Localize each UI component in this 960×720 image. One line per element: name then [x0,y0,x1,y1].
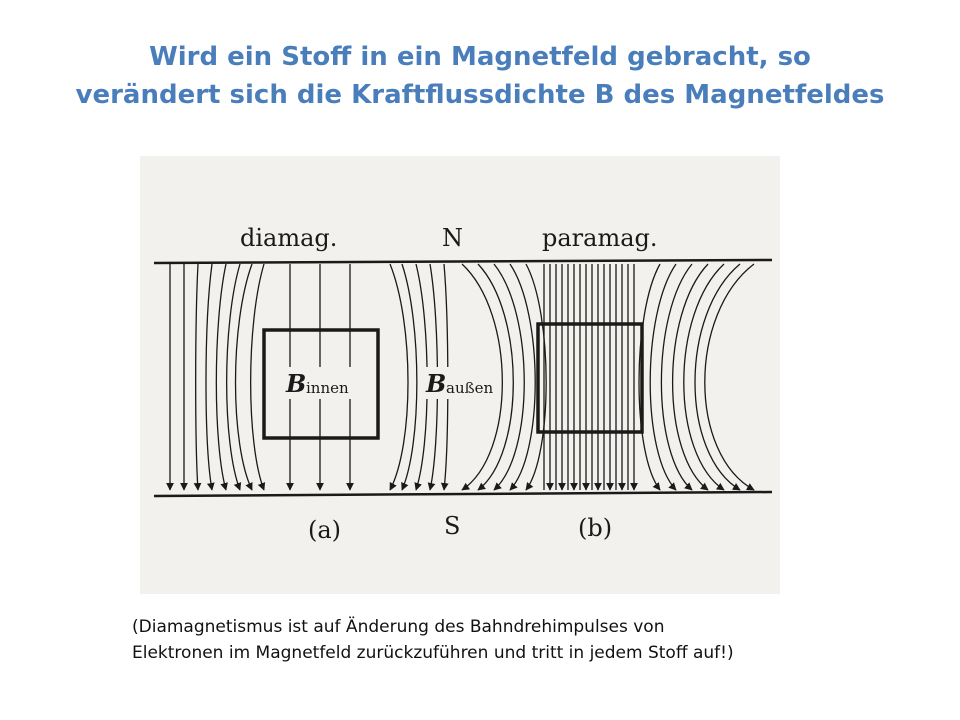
label-north: N [442,224,463,252]
field-line [695,264,740,490]
south-pole-plate [154,492,772,496]
b-aussen-symbol: B [426,369,447,398]
field-line [705,264,754,490]
caption-line-1: (Diamagnetismus ist auf Änderung des Bahndrehimpulses von [132,617,665,637]
caption [132,614,892,666]
field-lines-diagram [140,156,780,594]
slide-title [20,38,940,114]
title-line-1: Wird ein Stoff in ein Magnetfeld gebracht, so [149,42,811,72]
label-a: (a) [308,516,342,544]
label-paramag: paramag. [542,224,658,252]
field-line [206,264,212,490]
field-line [196,264,198,490]
b-innen-symbol: B [286,369,307,398]
b-aussen-subscript: außen [446,379,494,397]
field-line [216,264,226,490]
field-line [673,264,708,490]
field-line [390,264,408,490]
magnetic-field-figure [140,156,780,594]
field-line [402,264,417,490]
title-line-2: verändert sich die Kraftflussdichte B des Magnetfeldes [75,80,885,110]
paramagnetic-sample [538,324,642,432]
label-diamag: diamag. [240,224,338,252]
b-innen-subscript: innen [306,379,349,397]
field-line [526,264,546,490]
field-line [227,264,240,490]
caption-line-2: Elektronen im Magnetfeld zurückzuführen und tritt in jedem Stoff auf!) [132,643,734,663]
north-pole-plate [154,260,772,263]
field-line [251,264,264,490]
label-b: (b) [578,514,613,542]
field-line [684,264,724,490]
field-line [236,264,253,490]
label-south: S [444,512,461,540]
